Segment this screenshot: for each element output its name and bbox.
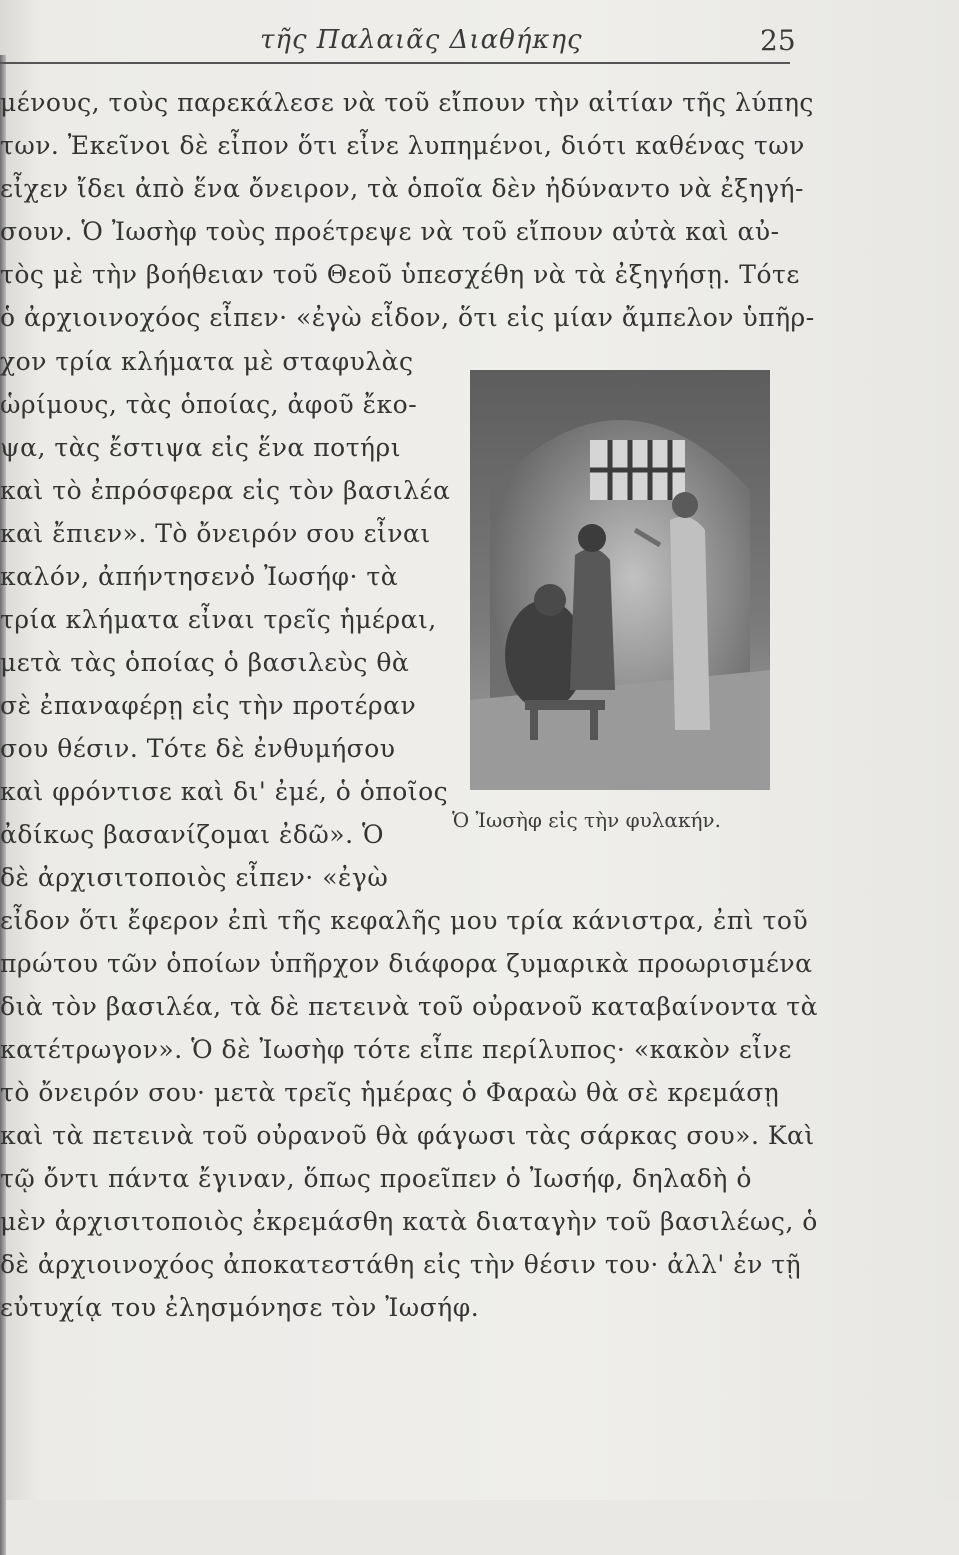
page-number: 25 xyxy=(760,24,796,57)
text-line: σουν. Ὁ Ἰωσὴφ τοὺς προέτρεψε νὰ τοῦ εἴπουν αὐτὰ καὶ αὐ- xyxy=(0,217,780,246)
text-line: μὲν ἀρχισιτοποιὸς ἐκρεμάσθη κατὰ διαταγὴν τοῦ βασιλέως, ὁ xyxy=(0,1207,818,1236)
text-line: πρώτου τῶν ὁποίων ὑπῆρχον διάφορα ζυμαρικὰ προωρισμένα xyxy=(0,949,813,978)
text-line: ἀδίκως βασανίζομαι ἐδῶ». Ὁ xyxy=(0,820,384,849)
text-line: ὁ ἀρχιοινοχόος εἶπεν· «ἐγὼ εἶδον, ὅτι εἰς μίαν ἄμπελον ὑπῆρ- xyxy=(0,303,815,332)
header-rule xyxy=(0,62,790,64)
text-line: σὲ ἐπαναφέρῃ εἰς τὴν προτέραν xyxy=(0,691,417,720)
text-line: μένους, τοὺς παρεκάλεσε νὰ τοῦ εἴπουν τὴν αἰτίαν τῆς λύπης xyxy=(0,88,814,117)
text-line: καλόν, ἀπήντησενὁ Ἰωσήφ· τὰ xyxy=(0,562,399,591)
text-line: καὶ ἔπιεν». Τὸ ὄνειρόν σου εἶναι xyxy=(0,519,431,548)
text-line: καὶ τὸ ἐπρόσφερα εἰς τὸν βασιλέα xyxy=(0,476,451,505)
text-line: καὶ φρόντισε καὶ δι' ἐμέ, ὁ ὁποῖος xyxy=(0,777,449,806)
text-line: δὲ ἀρχιοινοχόος ἀποκατεστάθη εἰς τὴν θέσιν του· ἀλλ' ἐν τῇ xyxy=(0,1250,802,1279)
text-line: τὸς μὲ τὴν βοήθειαν τοῦ Θεοῦ ὑπεσχέθη νὰ τὰ ἐξηγήσῃ. Τότε xyxy=(0,260,800,289)
text-line: κατέτρωγον». Ὁ δὲ Ἰωσὴφ τότε εἶπε περίλυπος· «κακὸν εἶνε xyxy=(0,1035,792,1064)
page-header xyxy=(0,20,800,60)
text-line: ψα, τὰς ἔστιψα εἰς ἕνα ποτήρι xyxy=(0,433,402,462)
text-line: των. Ἐκεῖνοι δὲ εἶπον ὅτι εἶνε λυπημένοι, διότι καθένας των xyxy=(0,131,805,160)
text-line: καὶ τὰ πετεινὰ τοῦ οὐρανοῦ θὰ φάγωσι τὰς σάρκας σου». Καὶ xyxy=(0,1121,815,1150)
figure-caption: Ὁ Ἰωσὴφ εἰς τὴν φυλακήν. xyxy=(452,808,721,832)
text-line: μετὰ τὰς ὁποίας ὁ βασιλεὺς θὰ xyxy=(0,648,410,677)
text-line: χον τρία κλήματα μὲ σταφυλὰς xyxy=(0,347,414,376)
text-line: τὸ ὄνειρόν σου· μετὰ τρεῖς ἡμέρας ὁ Φαραὼ θὰ σὲ κρεμάσῃ xyxy=(0,1078,780,1107)
text-line: τῷ ὄντι πάντα ἔγιναν, ὅπως προεῖπεν ὁ Ἰωσήφ, δηλαδὴ ὁ xyxy=(0,1164,752,1193)
text-line: ὡρίμους, τὰς ὁποίας, ἀφοῦ ἔκο- xyxy=(0,390,418,419)
text-line: διὰ τὸν βασιλέα, τὰ δὲ πετεινὰ τοῦ οὐρανοῦ καταβαίνοντα τὰ xyxy=(0,992,818,1021)
text-line: εἶχεν ἴδει ἀπὸ ἕνα ὄνειρον, τὰ ὁποῖα δὲν ἠδύναντο νὰ ἐξηγή- xyxy=(0,174,804,203)
text-line: εἶδον ὅτι ἔφερον ἐπὶ τῆς κεφαλῆς μου τρία κάνιστρα, ἐπὶ τοῦ xyxy=(0,906,809,935)
text-line: σου θέσιν. Τότε δὲ ἐνθυμήσου xyxy=(0,734,396,763)
text-line: δὲ ἀρχισιτοποιὸς εἶπεν· «ἐγὼ xyxy=(0,863,389,892)
prison-scene-illustration xyxy=(470,370,770,790)
text-line: εὐτυχίᾳ του ἐλησμόνησε τὸν Ἰωσήφ. xyxy=(0,1293,480,1322)
text-line: τρία κλήματα εἶναι τρεῖς ἡμέραι, xyxy=(0,605,437,634)
running-title: τῆς Παλαιᾶς Διαθήκης xyxy=(260,25,583,55)
figure xyxy=(470,370,770,790)
